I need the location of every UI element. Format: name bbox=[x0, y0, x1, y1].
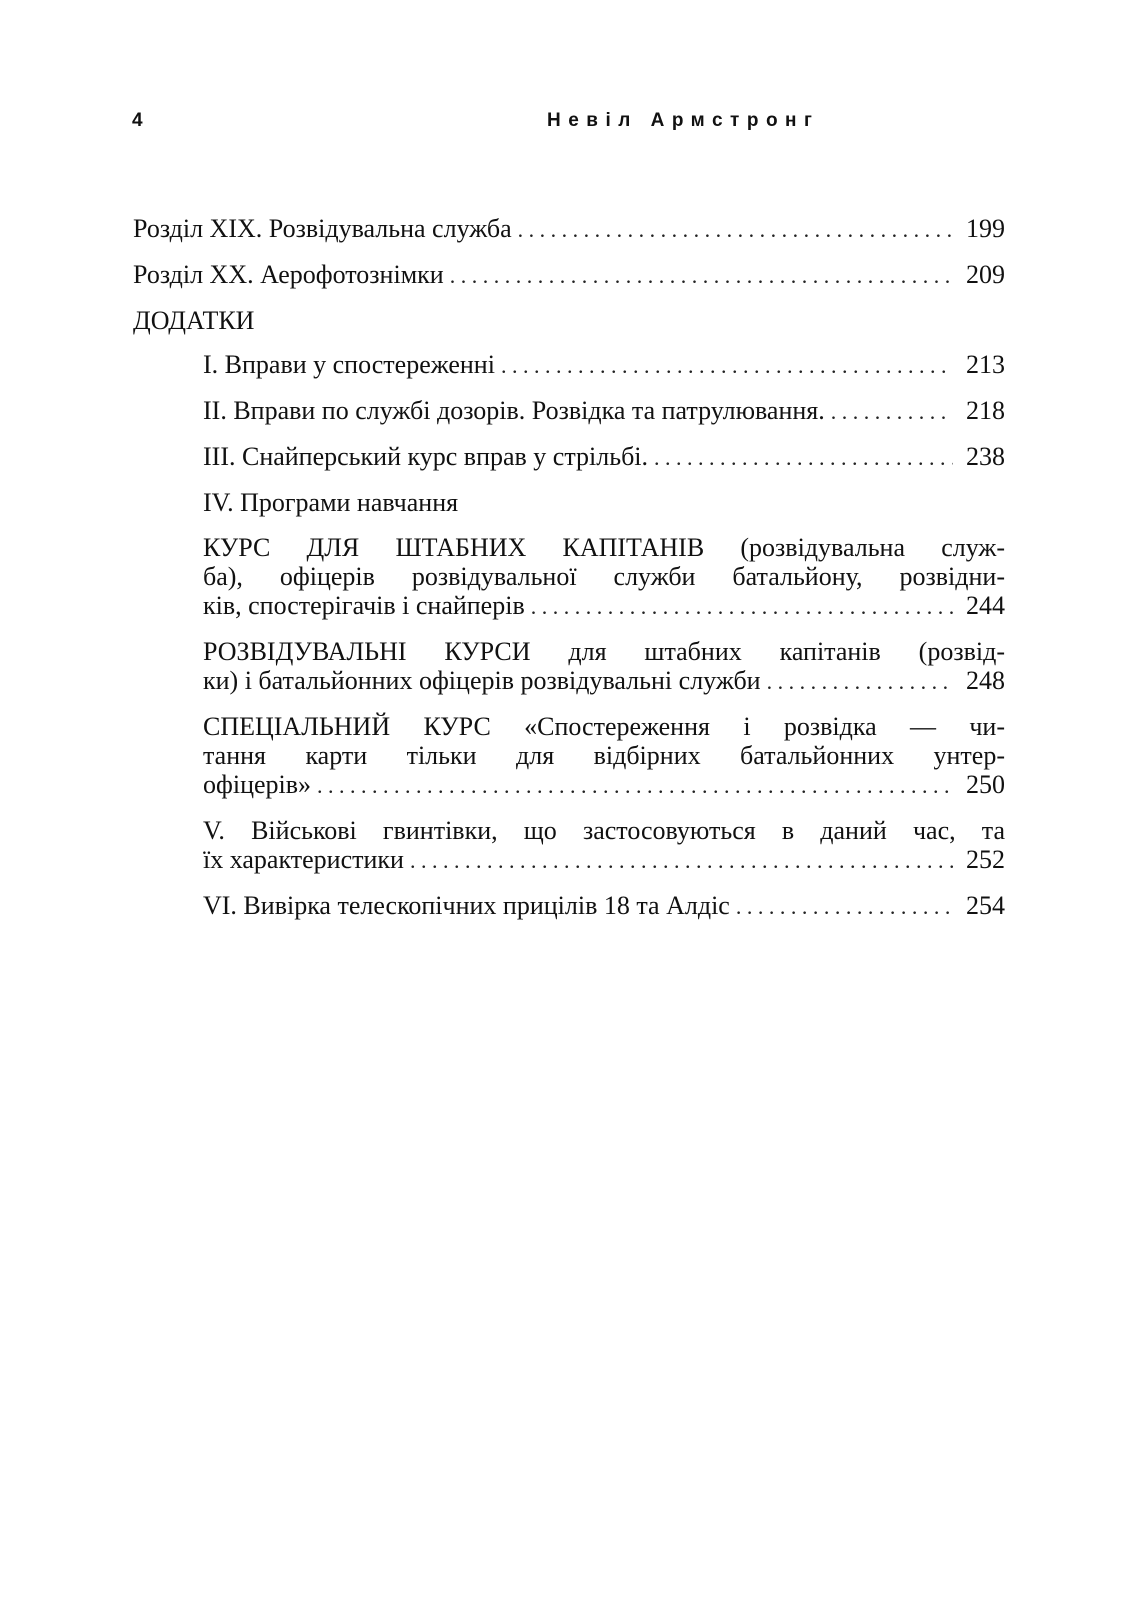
toc-entry-appendix-2[interactable] bbox=[203, 396, 1005, 426]
toc-entry-appendix-5[interactable] bbox=[203, 816, 1005, 875]
toc-entry-title: ки) і батальйонних офіцерів розвідувальні служби bbox=[203, 666, 761, 695]
toc-entry-line: тання карти тільки для відбірних батальйонних унтер- bbox=[203, 741, 1005, 770]
toc-entry-title: їх характеристики bbox=[203, 845, 404, 874]
dot-leader bbox=[518, 215, 953, 244]
table-of-contents bbox=[133, 214, 1005, 937]
toc-page-number: 213 bbox=[966, 350, 1005, 379]
toc-entry-reconnaissance-courses[interactable] bbox=[203, 637, 1005, 696]
appendices-heading: ДОДАТКИ bbox=[133, 306, 255, 335]
toc-entry-title: ІІ. Вправи по службі дозорів. Розвідка та патрулювання. bbox=[203, 396, 825, 425]
toc-entry-title: Розділ XIX. Розвідувальна служба bbox=[133, 214, 512, 243]
toc-entry-line: ба), офіцерів розвідувальної служби батальйону, розвідни- bbox=[203, 562, 1005, 591]
page-number: 4 bbox=[132, 110, 143, 131]
toc-entry-line: СПЕЦІАЛЬНИЙ КУРС «Спостереження і розвідка — чи- bbox=[203, 712, 1005, 741]
toc-entry-appendix-4[interactable] bbox=[203, 488, 1005, 517]
toc-entry-title: ків, спостерігачів і снайперів bbox=[203, 591, 525, 620]
dot-leader bbox=[531, 592, 953, 621]
dot-leader bbox=[450, 261, 953, 290]
dot-leader bbox=[831, 397, 953, 426]
running-head bbox=[132, 110, 1008, 140]
toc-page-number: 199 bbox=[966, 214, 1005, 243]
toc-entry-appendix-1[interactable] bbox=[203, 350, 1005, 380]
dot-leader bbox=[654, 443, 953, 472]
dot-leader bbox=[317, 771, 953, 800]
dot-leader bbox=[767, 667, 953, 696]
toc-entry-title: ІV. Програми навчання bbox=[203, 488, 459, 517]
toc-entry-title: ІІІ. Снайперський курс вправ у стрільбі. bbox=[203, 442, 649, 471]
toc-entry-title: офіцерів» bbox=[203, 770, 312, 799]
toc-page-number: 238 bbox=[966, 442, 1005, 471]
toc-page-number: 250 bbox=[966, 770, 1005, 799]
toc-page-number: 248 bbox=[966, 666, 1005, 695]
toc-page-number: 209 bbox=[966, 260, 1005, 289]
dot-leader bbox=[501, 351, 953, 380]
toc-entry-chapter-20[interactable] bbox=[133, 260, 1005, 290]
dot-leader bbox=[736, 892, 953, 921]
toc-entry-special-course[interactable] bbox=[203, 712, 1005, 800]
toc-entry-line: КУРС ДЛЯ ШТАБНИХ КАПІТАНІВ (розвідувальна служ- bbox=[203, 533, 1005, 562]
toc-entry-line: РОЗВІДУВАЛЬНІ КУРСИ для штабних капітанів (розвід- bbox=[203, 637, 1005, 666]
toc-entry-appendix-3[interactable] bbox=[203, 442, 1005, 472]
toc-entry-title: VІ. Вивірка телескопічних прицілів 18 та Алдіс bbox=[203, 891, 730, 920]
running-head-author: Невіл Армстронг bbox=[547, 110, 820, 131]
toc-page-number: 244 bbox=[966, 591, 1005, 620]
toc-entry-title: Розділ XX. Аерофотознімки bbox=[133, 260, 444, 289]
dot-leader bbox=[410, 846, 953, 875]
toc-page-number: 252 bbox=[966, 845, 1005, 874]
toc-entry-appendix-6[interactable] bbox=[203, 891, 1005, 921]
toc-page-number: 254 bbox=[966, 891, 1005, 920]
toc-entry-title: І. Вправи у спостереженні bbox=[203, 350, 495, 379]
toc-page-number: 218 bbox=[966, 396, 1005, 425]
toc-entry-staff-captains-course[interactable] bbox=[203, 533, 1005, 621]
toc-entry-line: V. Військові гвинтівки, що застосовуються в даний час, та bbox=[203, 816, 1005, 845]
toc-entry-chapter-19[interactable] bbox=[133, 214, 1005, 244]
